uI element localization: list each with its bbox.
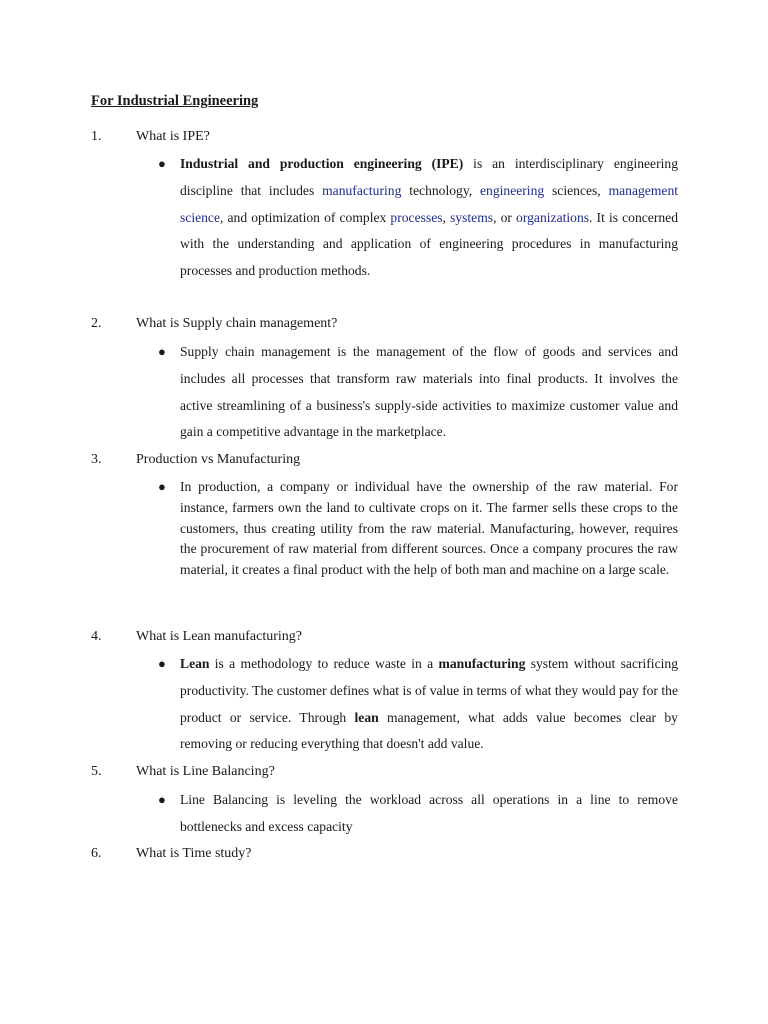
answer-segment: . It is concerned with the understanding and application of engineering procedures in manufacturing processes and production methods. (180, 209, 678, 279)
answer-segment: technology, (401, 182, 480, 198)
answer-text: Supply chain management is the management of the flow of goods and services and includes all processes that transform raw materials into final products. It involves the active streamlining of a business's supply-side activities to maximize customer value and gain a competitive advantage in the marketplace. (180, 344, 678, 440)
question-text: What is Supply chain management? (136, 316, 338, 331)
link-organizations[interactable]: organizations (516, 209, 590, 225)
bullet-icon: ● (158, 344, 166, 359)
question-4 (91, 628, 302, 646)
link-systems[interactable]: systems (450, 209, 494, 225)
question-6 (91, 845, 252, 863)
question-number: 6. (91, 846, 102, 861)
bold-term: lean (354, 709, 379, 725)
answer-segment: , and optimization of complex (220, 209, 391, 225)
question-5 (91, 763, 275, 781)
link-management-science[interactable]: management science (180, 182, 679, 225)
bold-term: Industrial and production engineering (IPE) (180, 156, 464, 171)
answer-4 (158, 651, 678, 758)
answer-3 (158, 477, 678, 581)
bullet-icon: ● (158, 479, 166, 494)
bold-term: Lean (180, 656, 210, 671)
question-2 (91, 315, 337, 333)
bold-term: manufacturing (438, 656, 526, 671)
answer-text (180, 651, 678, 758)
answer-segment: is an interdisciplinary engineering discipline that includes (180, 156, 678, 198)
link-manufacturing[interactable]: manufacturing (322, 182, 402, 198)
answer-text: In production, a company or individual have the ownership of the raw material. For instance, farmers own the land to cultivate crops on it. The farmer sells these crops to the customers, thus creating utility from the raw material. Manufacturing, however, requires the procurement of raw material from different sources. Once a company procures the raw material, it creates a final product with the help of both man and machine on a large scale. (180, 479, 678, 578)
question-number: 2. (91, 316, 102, 331)
answer-2 (158, 339, 678, 446)
bullet-icon: ● (158, 156, 166, 171)
answer-segment: , (442, 209, 451, 225)
link-engineering[interactable]: engineering (480, 182, 545, 198)
answer-text (180, 151, 678, 285)
answer-segment: sciences, (544, 182, 609, 198)
answer-text: Line Balancing is leveling the workload across all operations in a line to remove bottlenecks and excess capacity (180, 792, 678, 834)
question-text: What is Time study? (136, 846, 252, 861)
bullet-icon: ● (158, 792, 166, 807)
question-number: 5. (91, 764, 102, 779)
question-number: 3. (91, 452, 102, 467)
bullet-icon: ● (158, 656, 166, 671)
question-number: 1. (91, 129, 102, 144)
answer-segment: system without sacrificing productivity. The customer defines what is of value in terms of what they would pay for the product or service. Through (180, 656, 678, 725)
question-text: What is IPE? (136, 129, 210, 144)
question-text: Production vs Manufacturing (136, 452, 301, 467)
answer-1 (158, 151, 678, 285)
answer-segment: is a methodology to reduce waste in a (209, 656, 439, 671)
answer-segment: , or (493, 209, 517, 225)
document-title: For Industrial Engineering (91, 93, 259, 109)
link-processes[interactable]: processes (390, 209, 443, 225)
answer-5 (158, 787, 678, 841)
question-1 (91, 128, 210, 146)
question-text: What is Lean manufacturing? (136, 629, 302, 644)
question-number: 4. (91, 629, 102, 644)
answer-segment: management, what adds value becomes clear by removing or reducing everything that doesn't add value. (180, 709, 678, 752)
question-3 (91, 451, 300, 469)
question-text: What is Line Balancing? (136, 764, 275, 779)
